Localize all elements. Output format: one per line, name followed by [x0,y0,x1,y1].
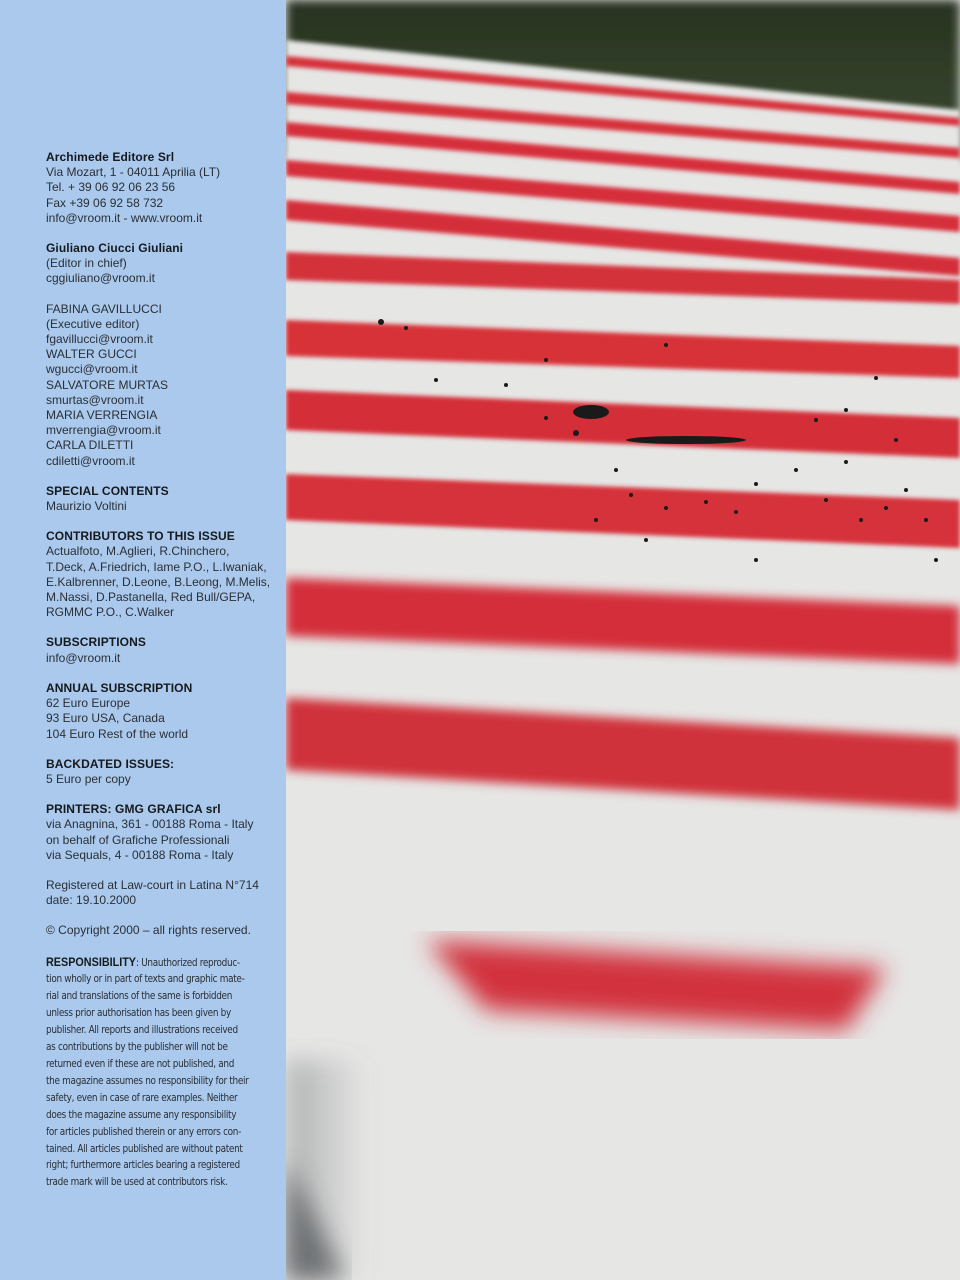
staff-line: fgavillucci@vroom.it [46,332,153,347]
publisher-tel: Tel. + 39 06 92 06 23 56 [46,180,176,195]
responsibility-line: as contributions by the publisher will not be [46,1040,228,1054]
registration-line: Registered at Law-court in Latina N°714 [46,877,259,892]
responsibility-line: safety, even in case of rare examples. Neither [46,1090,238,1104]
responsibility-line: publisher. All reports and illustrations received [46,1023,238,1037]
contributors-block [46,529,282,620]
staff-line: cdiletti@vroom.it [46,453,135,468]
publisher-contact: info@vroom.it - www.vroom.it [46,210,203,225]
printers-block [46,802,282,863]
printers-heading: PRINTERS: GMG GRAFICA srl [46,802,221,817]
responsibility-line: for articles published therein or any errors con- [46,1124,242,1138]
backdated-text: 5 Euro per copy [46,771,131,786]
staff-line: (Executive editor) [46,316,140,331]
publisher-block [46,150,282,226]
annual-subscription-heading: ANNUAL SUBSCRIPTION [46,680,193,695]
staff-line: smurtas@vroom.it [46,392,144,407]
staff-line: mverrengia@vroom.it [46,423,161,438]
masthead [46,150,282,1191]
copyright-text: © Copyright 2000 – all rights reserved. [46,923,251,938]
responsibility-line: tion wholly or in part of texts and graphic mate- [46,972,245,986]
responsibility-first-text: : Unauthorized reproduc- [136,955,240,969]
responsibility-block [46,954,282,1192]
backdated-heading: BACKDATED ISSUES: [46,756,175,771]
registration-line: date: 19.10.2000 [46,893,137,908]
registration-block [46,878,282,908]
staff-line: WALTER GUCCI [46,347,137,362]
special-contents-block [46,484,282,514]
contributors-line: T.Deck, A.Friedrich, Iame P.O., L.Iwaniak, [46,559,267,574]
contributors-line: M.Nassi, D.Pastanella, Red Bull/GEPA, [46,590,256,605]
staff-line: FABINA GAVILLUCCI [46,301,162,316]
kerb-photo [286,0,960,1280]
publisher-fax: Fax +39 06 92 58 732 [46,195,164,210]
annual-subscription-line: 62 Euro Europe [46,696,131,711]
subscriptions-heading: SUBSCRIPTIONS [46,635,146,650]
responsibility-line: returned even if these are not published, and [46,1056,235,1070]
subscriptions-block [46,635,282,665]
contributors-line: RGMMC P.O., C.Walker [46,605,175,620]
contributors-line: Actualfoto, M.Aglieri, R.Chinchero, [46,544,230,559]
responsibility-line: does the magazine assume any responsibility [46,1107,237,1121]
editor-name: Giuliano Ciucci Giuliani [46,241,184,256]
annual-subscription-block [46,681,282,742]
copyright-block [46,923,282,938]
subscriptions-email: info@vroom.it [46,650,121,665]
contributors-line: E.Kalbrenner, D.Leone, B.Leong, M.Melis, [46,574,271,589]
responsibility-first-line [46,954,282,972]
special-contents-heading: SPECIAL CONTENTS [46,483,169,498]
responsibility-line: trade mark will be used at contributors risk. [46,1175,228,1189]
responsibility-line: unless prior authorisation has been given by [46,1006,231,1020]
special-contents-name: Maurizio Voltini [46,499,127,514]
printers-line: via Sequals, 4 - 00188 Roma - Italy [46,847,234,862]
editor-role: (Editor in chief) [46,256,127,271]
printers-line: via Anagnina, 361 - 00188 Roma - Italy [46,817,254,832]
publisher-address: Via Mozart, 1 - 04011 Aprilia (LT) [46,165,221,180]
backdated-block [46,757,282,787]
staff-line: CARLA DILETTI [46,438,134,453]
responsibility-line: tained. All articles published are without patent [46,1141,243,1155]
contributors-heading: CONTRIBUTORS TO THIS ISSUE [46,529,235,544]
responsibility-label: RESPONSIBILITY [46,954,137,969]
kerb-stripes-image [286,0,960,1280]
responsibility-line: right; furthermore articles bearing a registered [46,1158,240,1172]
responsibility-line: rial and translations of the same is forbidden [46,989,233,1003]
publisher-name: Archimede Editore Srl [46,150,175,164]
annual-subscription-line: 93 Euro USA, Canada [46,711,165,726]
responsibility-line: the magazine assumes no responsibility for their [46,1073,249,1087]
staff-block [46,302,282,469]
staff-line: SALVATORE MURTAS [46,377,169,392]
editor-block [46,241,282,287]
printers-line: on behalf of Grafiche Professionali [46,832,230,847]
editor-email: cggiuliano@vroom.it [46,271,155,286]
staff-line: wgucci@vroom.it [46,362,138,377]
staff-line: MARIA VERRENGIA [46,408,158,423]
masthead-sidebar [0,0,286,1280]
annual-subscription-line: 104 Euro Rest of the world [46,726,189,741]
